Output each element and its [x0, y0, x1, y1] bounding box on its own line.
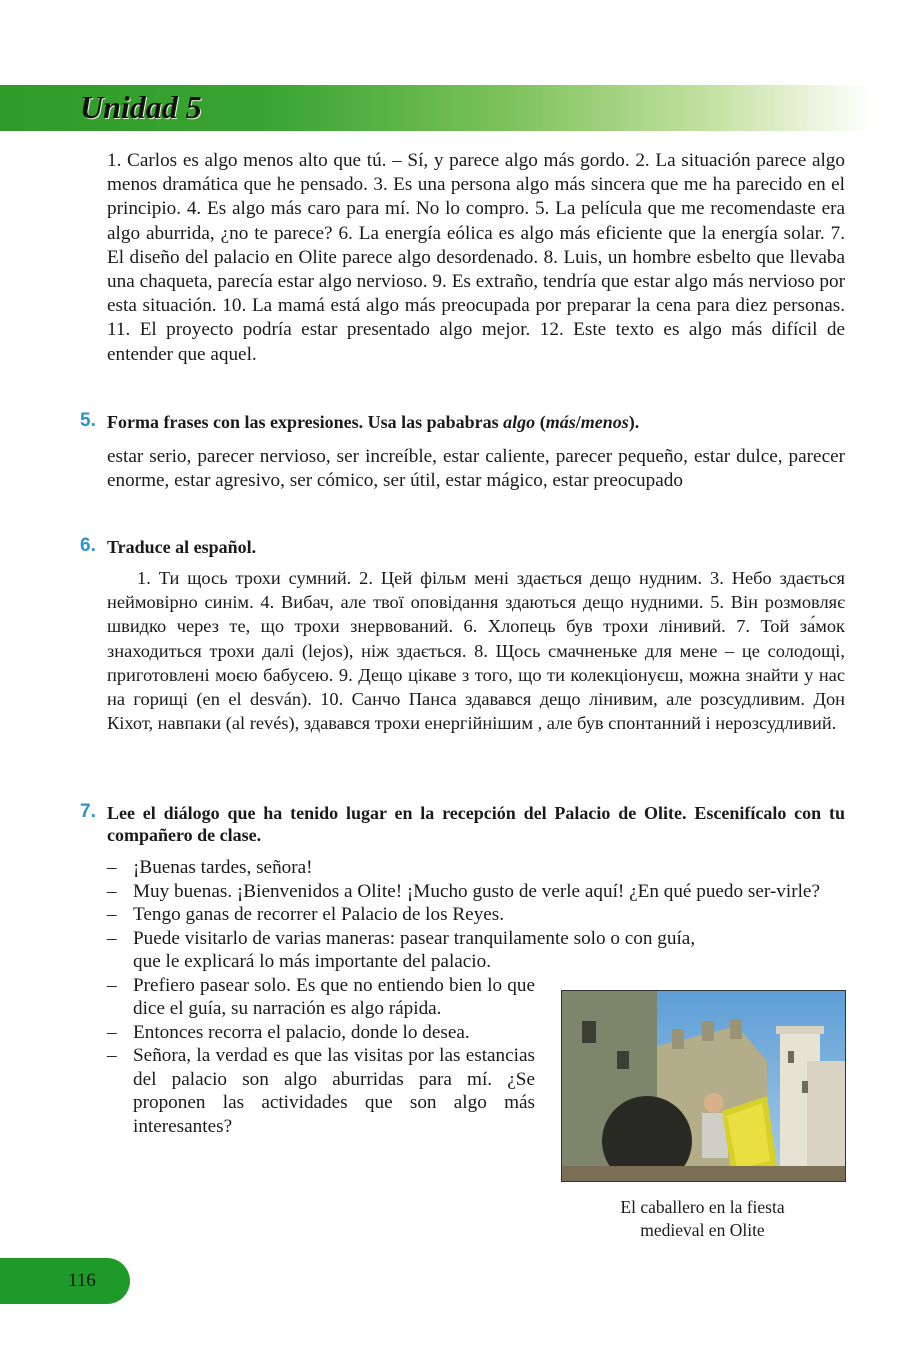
intro-exercise-text: [107, 149, 845, 367]
unit-banner: [0, 85, 918, 131]
exercise-5-title-slash: /: [575, 412, 581, 432]
exercise-5-title-part: ).: [628, 412, 640, 432]
exercise-5-title: [107, 411, 845, 433]
knight-photo: [561, 990, 846, 1182]
photo-caption-line: El caballero en la fiesta: [620, 1197, 785, 1217]
exercise-5-title-algo: algo: [503, 412, 536, 432]
dialog-dash: –: [107, 1045, 117, 1066]
dialog-line-text: Muy buenas. ¡Bienvenidos a Olite! ¡Mucho gusto de verle aquí! ¿En qué puedo ser-virle?: [133, 880, 820, 902]
page-number: 116: [68, 1270, 96, 1291]
page-number-tab: [0, 1258, 130, 1304]
unit-title: Unidad 5: [80, 89, 202, 125]
exercise-5-title-menos: menos: [580, 412, 629, 432]
exercise-6-number: 6.: [80, 535, 96, 556]
photo-caption-line: medieval en Olite: [640, 1220, 765, 1240]
exercise-5-expressions: estar serio, parecer nervioso, ser increíble, estar caliente, parecer pequeño, estar dulce, parecer enorme, estar agresivo, ser cómico, ser útil, estar mágico, estar preocupado: [107, 446, 845, 492]
exercise-6-body: [107, 566, 845, 735]
dialog-line-text: ¡Buenas tardes, señora!: [133, 857, 313, 878]
exercise-7-number: 7.: [80, 801, 96, 822]
dialog-line-text: Entonces recorra el palacio, donde lo desea.: [133, 1021, 470, 1043]
exercise-5-body: [107, 445, 845, 493]
dialog-line-text: Señora, la verdad es que las visitas por las estancias del palacio son algo aburridas para mí. ¿Se proponen las actividades que son algo más interesantes?: [133, 1045, 535, 1137]
photo-caption: [561, 1196, 844, 1242]
knight-castle-illustration: [562, 991, 845, 1181]
exercise-5-title-part: Forma frases con las expresiones. Usa las pababras: [107, 412, 504, 432]
dialog-line: [107, 856, 845, 880]
dialog-dash: –: [107, 904, 117, 925]
dialog-dash: –: [107, 927, 117, 949]
exercise-5-title-mas: más: [545, 412, 576, 432]
dialog-dash: –: [107, 880, 117, 902]
dialog-line-text: que le explicará lo más importante del palacio.: [133, 951, 492, 972]
dialog-dash: –: [107, 857, 117, 878]
exercise-5-title-part: (: [535, 412, 546, 432]
dialog-dash: –: [107, 1021, 117, 1043]
dialog-line: [107, 880, 845, 904]
dialog-line: [107, 903, 845, 927]
dialog-line-text: Prefiero pasear solo. Es que no entiendo bien lo que dice el guía, su narración es algo rápida.: [133, 974, 535, 1019]
exercise-5-number: 5.: [80, 410, 96, 431]
exercise-6-ukrainian-text: 1. Ти щось трохи сумний. 2. Цей фільм мені здається дещо нудним. 3. Небо здається неймовірно синім. 4. Вибач, але твої оповідання здаються дещо нудними. 5. Він розмовляє швидко через те, що трохи знервований. 6. Хлопець був трохи лінивий. 7. Той за́мок знаходиться трохи далі (lejos), ніж здається. 8. Щось смачненьке для мене – це солодощі, приготовлені моєю бабусею. 9. Дещо цікаве з того, що ти колекціонуєш, можна знайти у нас на горищі (en el desván). 10. Санчо Панса здавався дещо лінивим, але розсудливим. Дон Кіхот, навпаки (al revés), здавався трохи енергійнішим , але був спонтанний і нерозсудливий.: [107, 568, 845, 734]
dialog-line-text: Puede visitarlo de varias maneras: pasear tranquilamente solo o con guía,: [133, 927, 696, 949]
dialog-dash: –: [107, 974, 117, 996]
exercise-6-title: Traduce al español.: [107, 537, 257, 557]
exercise-7-title: Lee el diálogo que ha tenido lugar en la recepción del Palacio de Olite. Escenifícalo con tu compañero de clase.: [107, 803, 845, 845]
dialog-line-text: Tengo ganas de recorrer el Palacio de los Reyes.: [133, 904, 505, 925]
intro-paragraph: 1. Carlos es algo menos alto que tú. – Sí, y parece algo más gordo. 2. La situación parece algo menos dramática que he pensado. 3. Es una persona algo más sincera que me ha parecido en el principio. 4. Es algo más caro para mí. No lo compro. 5. La película que me recomendaste era algo aburrida, ¿no te parece? 6. La energía eólica es algo más eficiente que la energía solar. 7. El diseño del palacio en Olite parece algo desordenado. 8. Luis, un hombre esbelto que llevaba una chaqueta, parecía estar algo nervioso. 9. Es extraño, tendría que estar algo más nervioso por esta situación. 10. La mamá está algo más preocupada por preparar la cena para diez personas. 11. El proyecto podría estar presentado algo mejor. 12. Este texto es algo más difícil de entender que aquel.: [107, 150, 845, 365]
dialog-line: [107, 927, 845, 974]
